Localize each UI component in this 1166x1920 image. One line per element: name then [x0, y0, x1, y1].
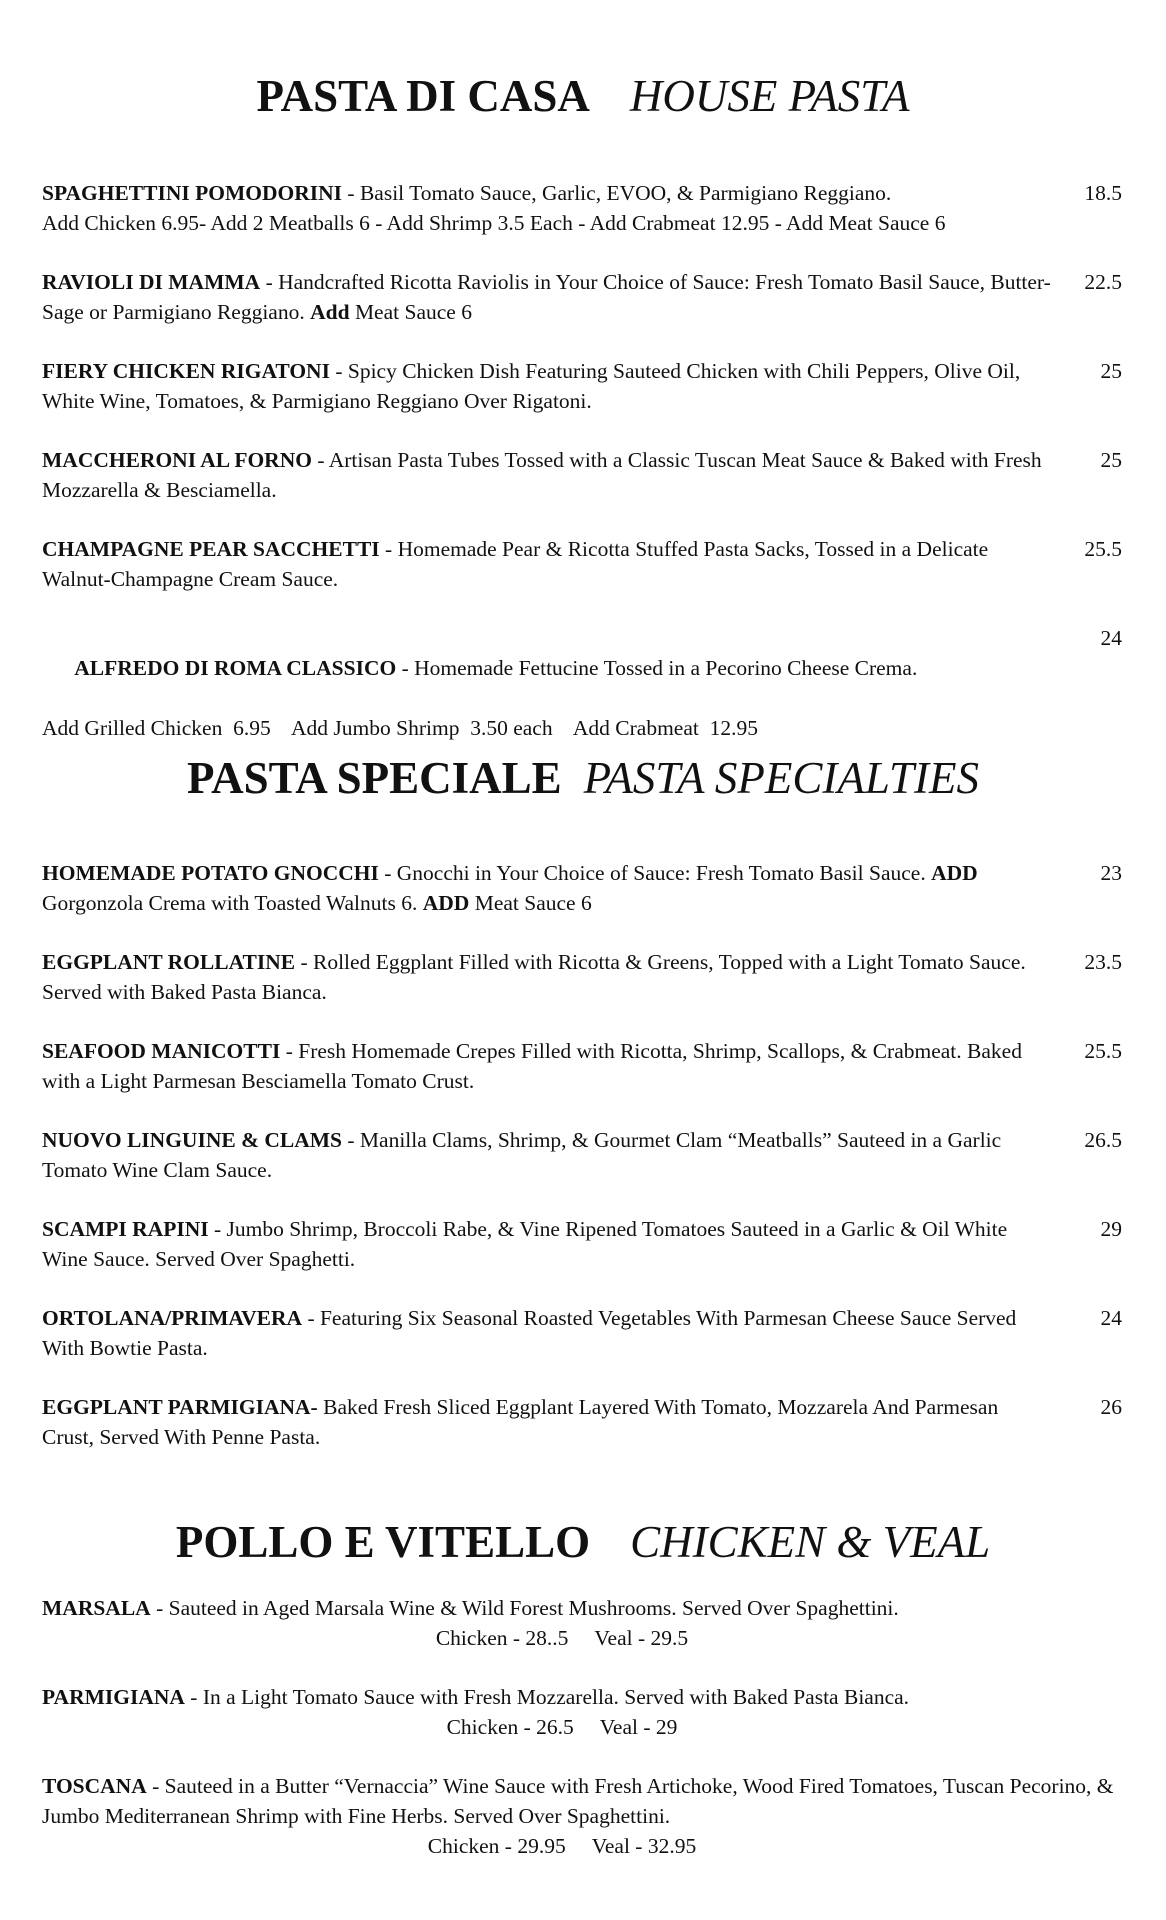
- menu-item-seafood-manicotti: [42, 1036, 1122, 1096]
- menu-item-marsala: [42, 1593, 1122, 1653]
- section-title-english: PASTA SPECIALTIES: [583, 753, 980, 803]
- item-price: 22.5: [1084, 270, 1122, 294]
- item-description: - Gnocchi in Your Choice of Sauce: Fresh Tomato Basil Sauce.: [378, 861, 932, 885]
- menu-item-toscana: [42, 1771, 1122, 1861]
- item-price: 26.5: [1084, 1128, 1122, 1152]
- item-prices: [42, 1623, 1082, 1653]
- menu-item-ortolana-primavera: [42, 1303, 1122, 1363]
- item-description: - Featuring Six Seasonal Roasted Vegetables With Parmesan Cheese Sauce Served With Bowtie Pasta.: [42, 1306, 1017, 1360]
- menu-item-fiery-chicken-rigatoni: [42, 356, 1122, 416]
- menu-item-spaghettini-pomodorini: [42, 178, 1122, 238]
- item-description: - Handcrafted Ricotta Raviolis in Your Choice of Sauce: Fresh Tomato Basil Sauce, Butter-Sage or Parmigiano Reggiano.: [42, 270, 1051, 324]
- item-price: 18.5: [1084, 181, 1122, 205]
- item-addons: Add Grilled Chicken 6.95 Add Jumbo Shrimp 3.50 each Add Crabmeat 12.95: [42, 716, 758, 740]
- item-name: SCAMPI RAPINI: [42, 1217, 209, 1241]
- menu-item-homemade-potato-gnocchi: [42, 858, 1122, 918]
- section-title-chicken-veal: [0, 1516, 1166, 1568]
- add-label: ADD: [931, 861, 978, 885]
- menu-item-scampi-rapini: [42, 1214, 1122, 1274]
- menu-item-nuovo-linguine-clams: [42, 1125, 1122, 1185]
- item-price: 25: [1100, 359, 1122, 383]
- item-name: SEAFOOD MANICOTTI: [42, 1039, 281, 1063]
- item-prices: [42, 1831, 1082, 1861]
- item-price: 24: [1100, 1306, 1122, 1330]
- item-name: TOSCANA: [42, 1774, 147, 1798]
- item-price: 23: [1100, 861, 1122, 885]
- add-text: Gorgonzola Crema with Toasted Walnuts 6.: [42, 891, 423, 915]
- item-name: ALFREDO DI ROMA CLASSICO: [74, 656, 397, 680]
- chicken-price: Chicken - 28..5: [435, 1626, 569, 1650]
- item-name: MACCHERONI AL FORNO: [42, 448, 312, 472]
- item-name: CHAMPAGNE PEAR SACCHETTI: [42, 537, 380, 561]
- item-name: MARSALA: [42, 1596, 151, 1620]
- add-text: Meat Sauce 6: [349, 300, 472, 324]
- item-price: 25.5: [1084, 537, 1122, 561]
- item-price: 29: [1100, 1217, 1122, 1241]
- item-name: EGGPLANT PARMIGIANA-: [42, 1395, 318, 1419]
- item-name: EGGPLANT ROLLATINE: [42, 950, 296, 974]
- add-label: Add: [310, 300, 350, 324]
- item-description: - Homemade Fettucine Tossed in a Pecorino Cheese Crema.: [396, 656, 918, 680]
- item-addons: Add Chicken 6.95- Add 2 Meatballs 6 - Add Shrimp 3.5 Each - Add Crabmeat 12.95 - Add Meat Sauce 6: [42, 211, 946, 235]
- item-description: Baked Fresh Sliced Eggplant Layered With Tomato, Mozzarela And Parmesan Crust, Served With Penne Pasta.: [42, 1395, 999, 1449]
- item-name: ORTOLANA/PRIMAVERA: [42, 1306, 303, 1330]
- item-description: - Sauteed in Aged Marsala Wine & Wild Forest Mushrooms. Served Over Spaghettini.: [150, 1596, 899, 1620]
- item-price: 26: [1100, 1395, 1122, 1419]
- item-description: - Basil Tomato Sauce, Garlic, EVOO, & Parmigiano Reggiano.: [342, 181, 892, 205]
- item-name: PARMIGIANA: [42, 1685, 185, 1709]
- veal-price: Veal - 29.5: [594, 1626, 689, 1650]
- item-name: NUOVO LINGUINE & CLAMS: [42, 1128, 342, 1152]
- menu-item-parmigiana: [42, 1682, 1122, 1742]
- chicken-price: Chicken - 29.95: [427, 1834, 566, 1858]
- item-description: - Artisan Pasta Tubes Tossed with a Classic Tuscan Meat Sauce & Baked with Fresh Mozzarella & Besciamella.: [42, 448, 1042, 502]
- section-title-english: HOUSE PASTA: [629, 71, 910, 121]
- section-title-house-pasta: [0, 70, 1166, 122]
- section-title-italian: PASTA DI CASA: [256, 71, 590, 121]
- item-description: - Manilla Clams, Shrimp, & Gourmet Clam “Meatballs” Sauteed in a Garlic Tomato Wine Clam Sauce.: [42, 1128, 1002, 1182]
- menu-item-eggplant-parmigiana: [42, 1392, 1122, 1452]
- item-description: - Sauteed in a Butter “Vernaccia” Wine Sauce with Fresh Artichoke, Wood Fired Tomatoes, Tuscan Pecorino, & Jumbo Mediterranean Shrimp with Fine Herbs. Served Over Spaghettini.: [42, 1774, 1114, 1828]
- item-name: FIERY CHICKEN RIGATONI: [42, 359, 330, 383]
- section-title-pasta-specialties: [0, 752, 1166, 804]
- menu-item-maccheroni-al-forno: [42, 445, 1122, 505]
- veal-price: Veal - 32.95: [591, 1834, 697, 1858]
- menu-item-ravioli-di-mamma: [42, 267, 1122, 327]
- menu-item-champagne-pear-sacchetti: [42, 534, 1122, 594]
- section-title-italian: PASTA SPECIALE: [186, 753, 562, 803]
- item-prices: [42, 1712, 1082, 1742]
- item-price: 24: [1100, 626, 1122, 650]
- veal-price: Veal - 29: [599, 1715, 678, 1739]
- item-description: - Homemade Pear & Ricotta Stuffed Pasta Sacks, Tossed in a Delicate Walnut-Champagne Cream Sauce.: [42, 537, 989, 591]
- item-description: - In a Light Tomato Sauce with Fresh Mozzarella. Served with Baked Pasta Bianca.: [184, 1685, 910, 1709]
- add-label: ADD: [422, 891, 470, 915]
- item-price: 23.5: [1084, 950, 1122, 974]
- section-title-english: CHICKEN & VEAL: [630, 1517, 991, 1567]
- menu-item-eggplant-rollatine: [42, 947, 1122, 1007]
- item-description: - Rolled Eggplant Filled with Ricotta & Greens, Topped with a Light Tomato Sauce. Served with Baked Pasta Bianca.: [42, 950, 1026, 1004]
- item-name: RAVIOLI DI MAMMA: [42, 270, 261, 294]
- item-price: 25.5: [1084, 1039, 1122, 1063]
- item-name: HOMEMADE POTATO GNOCCHI: [42, 861, 379, 885]
- chicken-price: Chicken - 26.5: [446, 1715, 574, 1739]
- add-text: Meat Sauce 6: [469, 891, 592, 915]
- item-price: 25: [1100, 448, 1122, 472]
- item-name: SPAGHETTINI POMODORINI: [42, 181, 343, 205]
- item-description: - Spicy Chicken Dish Featuring Sauteed Chicken with Chili Peppers, Olive Oil, White Wine, Tomatoes, & Parmigiano Reggiano Over Rigatoni.: [42, 359, 1021, 413]
- section-title-italian: POLLO E VITELLO: [175, 1517, 591, 1567]
- item-description: - Jumbo Shrimp, Broccoli Rabe, & Vine Ripened Tomatoes Sauteed in a Garlic & Oil White Wine Sauce. Served Over Spaghetti.: [42, 1217, 1008, 1271]
- item-description: - Fresh Homemade Crepes Filled with Ricotta, Shrimp, Scallops, & Crabmeat. Baked with a Light Parmesan Besciamella Tomato Crust.: [42, 1039, 1022, 1093]
